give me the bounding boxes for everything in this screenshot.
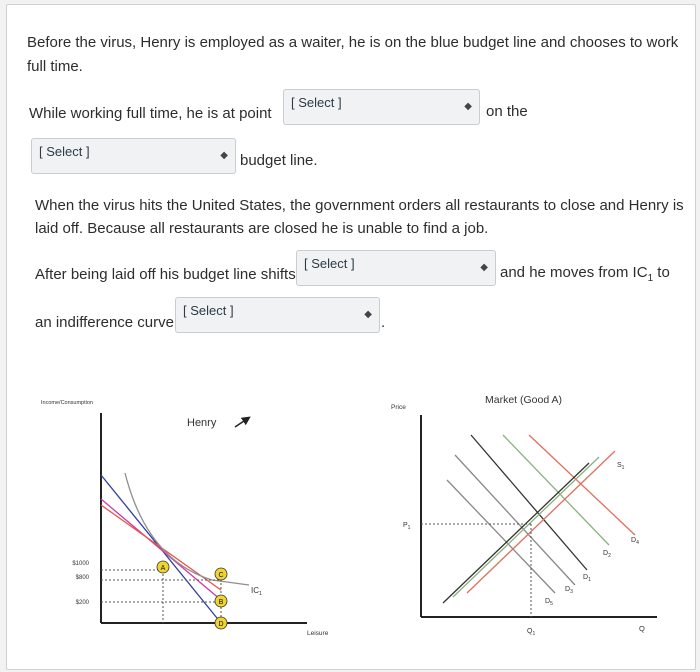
d4-label: $D_4$ [631,537,639,546]
budget-line-select-value: [ Select ] [39,144,90,159]
tick-label-800: $800 [75,575,89,581]
select-arrows-icon: ◆ [220,150,228,161]
select-arrows-icon: ◆ [364,309,372,320]
supply-curve-red [467,451,615,593]
point-d-label: D [218,621,224,628]
intro-text-line2: full time. [27,58,83,75]
select-arrows-icon: ◆ [480,262,488,273]
indifference-curve-select-value: [ Select ] [183,303,234,318]
d5-label: $D_5$ [545,598,553,607]
tick-label-1000: $1000 [72,561,89,567]
henry-y-axis-label: Income/Consumption [41,400,93,406]
q1-label: $Q_1$ [527,628,536,637]
d1-label: $D_1$ [583,574,591,583]
budget-line-select[interactable] [31,138,236,174]
q3-prefix-text: After being laid off his budget line shifts [35,266,296,283]
point-c-label: C [218,572,224,579]
demand-curve-d5 [447,480,555,593]
market-graph-title: Market (Good A) [485,394,563,406]
intro-text-line1: Before the virus, Henry is employed as a waiter, he is on the blue budget line and chooses to work [27,34,679,51]
indifference-curve-select[interactable] [175,297,380,333]
henry-x-axis-label: Leisure [307,630,329,637]
indifference-curve-ic1 [125,473,249,585]
cursor-arrow-icon [235,419,247,427]
p1-label: $P_1$ [403,522,411,531]
demand-curve-d4 [529,435,635,535]
q4-prefix-text: an indifference curve [35,314,174,331]
shift-select[interactable] [296,250,496,286]
point-select-value: [ Select ] [291,95,342,110]
market-x-axis-label: Q [639,624,645,633]
market-y-axis-label: Price [391,404,406,411]
q2-suffix-text: budget line. [240,152,318,169]
henry-graph-title: Henry [187,417,217,429]
ic1-label: $IC_1$ [251,586,263,597]
d3-label: $D_3$ [565,586,573,595]
pink-budget-line [101,499,224,600]
q4-suffix-text: . [381,314,386,331]
virus-text-line1: When the virus hits the United States, the government orders all restaurants to close and Henry is [35,197,684,214]
d2-label: $D_2$ [603,550,611,559]
tick-label-200: $200 [75,600,89,606]
q1-prefix-text: While working full time, he is at point [29,105,272,122]
demand-curve-d1 [471,435,587,570]
supply-curve-s1 [443,463,589,603]
market-graph [377,385,687,655]
virus-text-line2: laid off. Because all restaurants are closed he is unable to find a job. [35,220,489,237]
select-arrows-icon: ◆ [464,101,472,112]
s1-label: $S_1$ [617,462,625,471]
point-a-label: A [160,565,166,572]
henry-graph [7,385,367,655]
demand-curve-d3 [455,455,575,585]
supply-curve-green [453,457,599,597]
point-b-label: B [218,599,224,606]
shift-select-value: [ Select ] [304,256,355,271]
question-panel [6,4,696,670]
q3-suffix-text: and he moves from $IC_1$ to [500,264,670,284]
q1-suffix-text: on the [486,103,528,120]
point-select[interactable] [283,89,480,125]
